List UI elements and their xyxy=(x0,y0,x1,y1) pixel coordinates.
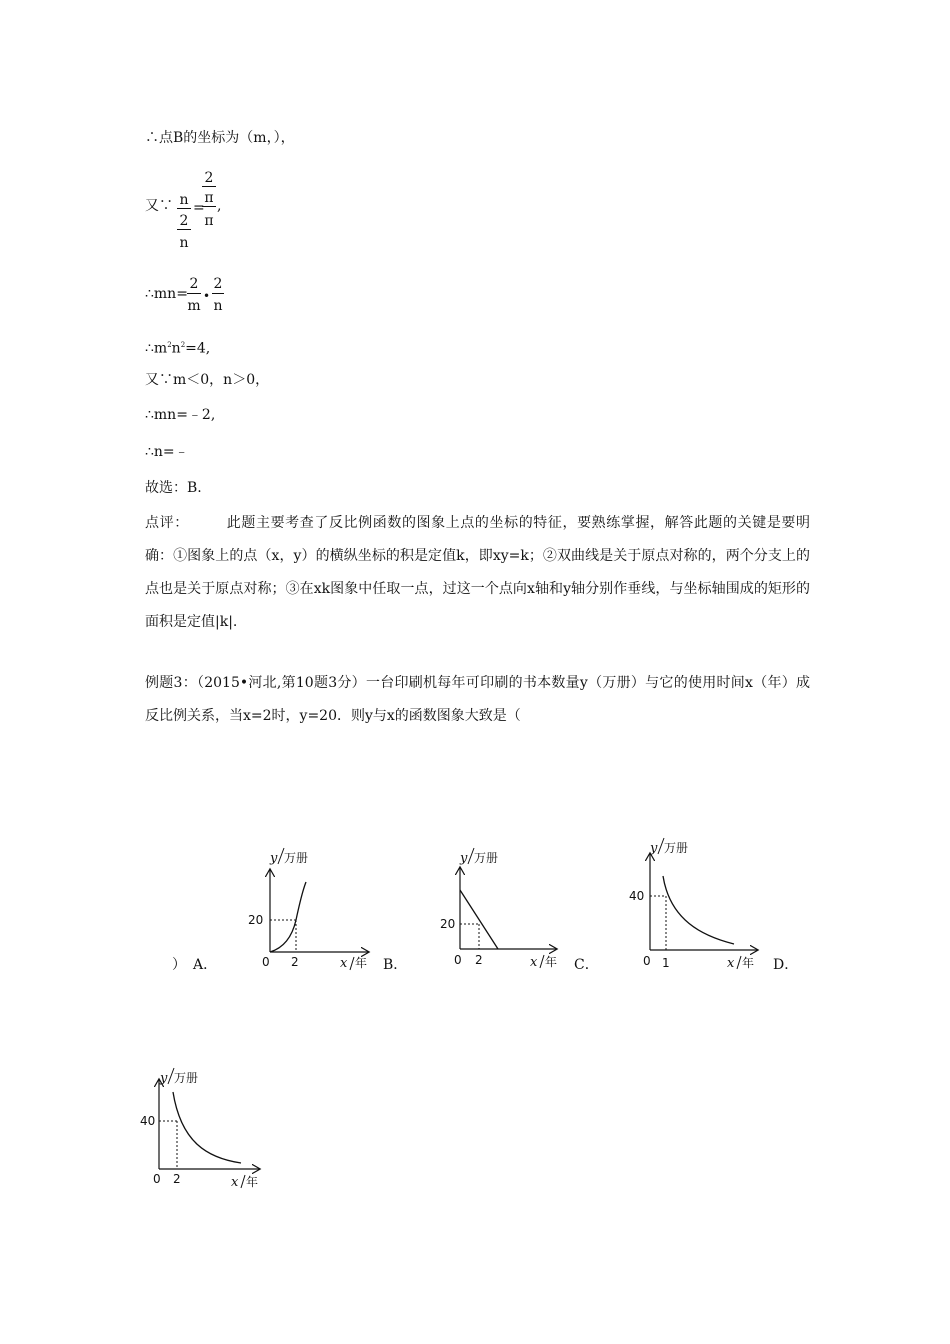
x-tick-2: 2 xyxy=(291,955,299,969)
line-4-c: =4, xyxy=(185,340,211,357)
example-paragraph xyxy=(145,667,810,733)
line-2-prefix: 又∵ xyxy=(145,198,173,214)
origin-label: 0 xyxy=(153,1172,161,1186)
x-unit: 年 xyxy=(742,956,755,970)
line-3-prefix: ∴mn= xyxy=(145,286,188,302)
solution-line-1: ∴点B的坐标为（m，）， xyxy=(145,130,295,146)
curve xyxy=(270,882,306,952)
solution-line-4 xyxy=(145,335,210,359)
example-text: 例题3：（2015•河北,第10题3分）一台印刷机每年可印刷的书本数量y（万册）与它的使用时间x（年）成反比例关系，当x=2时，y=20．则y与x的函数图象大致是（ xyxy=(145,675,810,724)
y-tick-20: 20 xyxy=(248,913,264,927)
curve xyxy=(173,1092,241,1163)
frac1-den-denominator: n xyxy=(179,235,189,251)
close-paren: ） xyxy=(172,957,186,973)
graph-c xyxy=(622,832,772,972)
comment-text: 此题主要考查了反比例函数的图象上点的坐标的特征，要熟练掌握，解答此题的关键是要明确：①图象上的点（x，y）的横纵坐标的积是定值k，即xy=k；②双曲线是关于原点对称的，两个分支上的点也是关于原点对称；③在xk图象中任取一点，过这一个点向x轴和y轴分别作垂线，与坐标轴围成的矩形的面积是定值|k|. xyxy=(145,515,811,630)
equals-sign: = xyxy=(193,200,205,216)
y-tick-40: 40 xyxy=(629,889,645,903)
line-4-sup1: 2 xyxy=(167,341,172,349)
line-4-b: n xyxy=(171,340,181,357)
curve xyxy=(663,876,734,944)
origin-label: 0 xyxy=(643,954,651,968)
option-c-label: C． xyxy=(574,957,599,973)
line-2-suffix: , xyxy=(217,198,222,214)
option-b-label: B． xyxy=(383,957,408,973)
frac3-numerator: 2 xyxy=(187,276,201,294)
graph-b xyxy=(432,842,572,972)
frac2-num-denominator: π xyxy=(202,190,216,207)
frac3-denominator: m xyxy=(187,298,201,314)
frac1-den-numerator: 2 xyxy=(177,213,191,230)
x-label: x xyxy=(530,955,538,970)
x-unit: 年 xyxy=(246,1175,259,1189)
x-tick-2: 2 xyxy=(475,953,483,967)
y-unit: 万册 xyxy=(174,1071,199,1085)
y-unit: 万册 xyxy=(664,841,689,855)
y-tick-40: 40 xyxy=(140,1114,156,1128)
y-label: y xyxy=(650,841,658,856)
option-a-label: A． xyxy=(193,957,218,973)
x-unit: 年 xyxy=(355,956,368,970)
y-label: y xyxy=(160,1071,168,1086)
y-unit: 万册 xyxy=(284,851,309,865)
line-4-a: ∴m xyxy=(145,340,168,357)
x-unit: 年 xyxy=(545,955,558,969)
solution-line-5: 又∵m＜0，n＞0， xyxy=(145,372,270,388)
origin-label: 0 xyxy=(454,953,462,967)
graph-a xyxy=(240,842,380,972)
y-tick-20: 20 xyxy=(440,917,456,931)
comment-label: 点评： xyxy=(145,515,189,531)
comment-paragraph xyxy=(145,507,810,639)
origin-label: 0 xyxy=(262,955,270,969)
multiply-dot: • xyxy=(203,289,211,303)
solution-line-6: ∴mn=﹣2, xyxy=(145,407,216,423)
frac4-denominator: n xyxy=(213,298,223,314)
y-label: y xyxy=(460,851,468,866)
solution-line-7: ∴n=﹣ xyxy=(145,444,189,460)
graph-d xyxy=(135,1062,275,1192)
frac2-num-numerator: 2 xyxy=(202,170,216,187)
answer-line: 故选：B. xyxy=(145,480,202,496)
x-tick-2: 2 xyxy=(173,1172,181,1186)
frac2-denominator: π xyxy=(204,213,214,229)
x-label: x xyxy=(231,1175,239,1190)
x-label: x xyxy=(340,956,348,971)
y-unit: 万册 xyxy=(474,851,499,865)
x-tick-1: 1 xyxy=(662,956,670,970)
option-d-label: D． xyxy=(773,957,799,973)
y-label: y xyxy=(270,851,278,866)
x-label: x xyxy=(727,956,735,971)
line-4-sup2: 2 xyxy=(180,341,186,349)
frac1-numerator: n xyxy=(177,192,191,209)
frac4-numerator: 2 xyxy=(213,276,223,292)
